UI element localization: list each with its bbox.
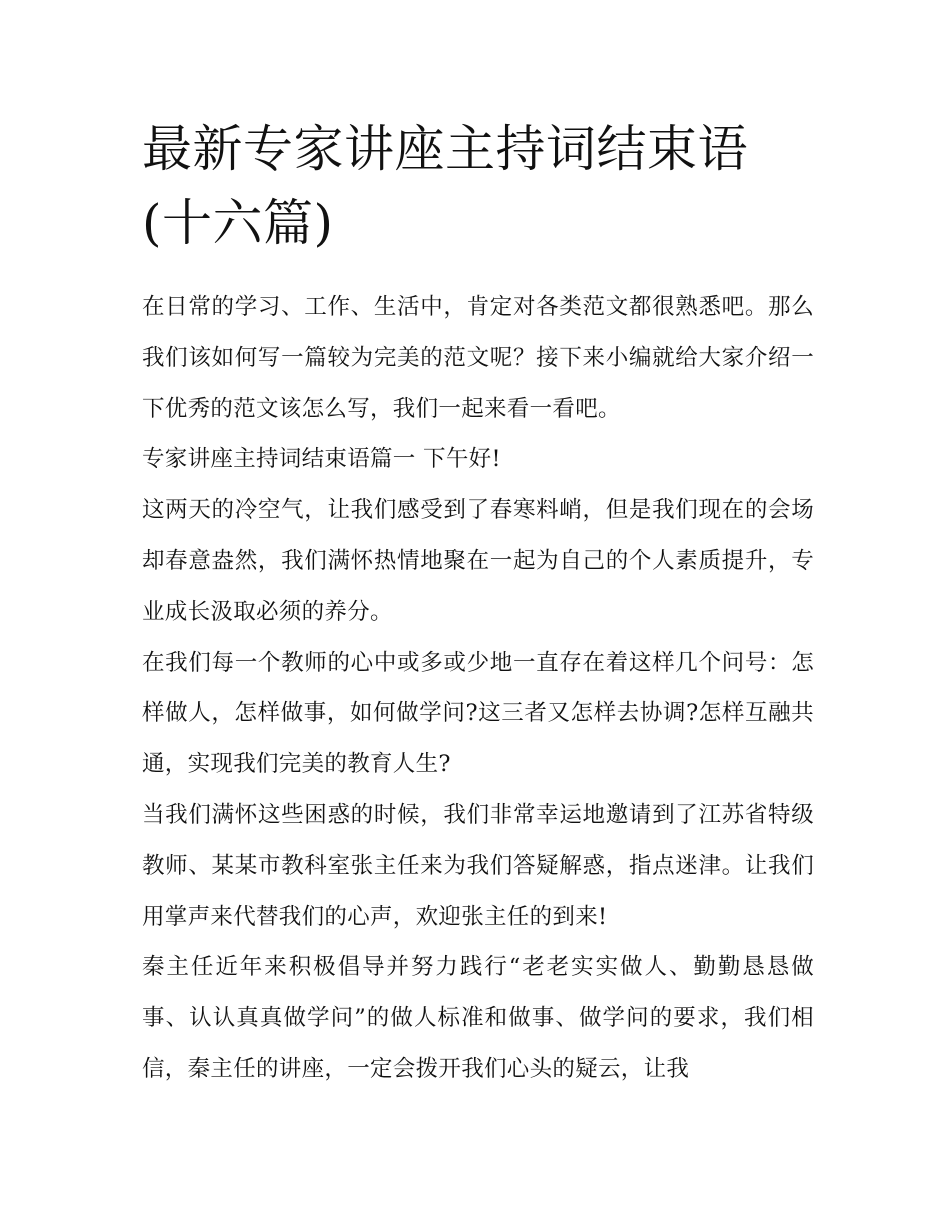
paragraph-director: 秦主任近年来积极倡导并努力践行“老老实实做人、勤勤恳恳做事、认认真真做学问”的做人标准和做事、做学问的要求，我们相信，秦主任的讲座，一定会拨开我们心头的疑云，让我 bbox=[142, 954, 814, 1082]
paragraph-invitation: 当我们满怀这些困惑的时候，我们非常幸运地邀请到了江苏省特级教师、某某市教科室张主任来为我们答疑解惑，指点迷津。让我们用掌声来代替我们的心声，欢迎张主任的到来! bbox=[142, 801, 814, 930]
document-body bbox=[142, 282, 814, 1095]
paragraph-questions: 在我们每一个教师的心中或多或少地一直存在着这样几个问号：怎样做人，怎样做事，如何做学问?这三者又怎样去协调?怎样互融共通，实现我们完美的教育人生? bbox=[142, 649, 814, 778]
document-page bbox=[142, 112, 814, 1095]
document-title: 最新专家讲座主持词结束语(十六篇) bbox=[142, 120, 748, 252]
paragraph-intro: 在日常的学习、工作、生活中，肯定对各类范文都很熟悉吧。那么我们该如何写一篇较为完美的范文呢？接下来小编就给大家介绍一下优秀的范文该怎么写，我们一起来看一看吧。 bbox=[142, 294, 814, 422]
paragraph-section-heading: 专家讲座主持词结束语篇一 下午好! bbox=[142, 446, 501, 473]
paragraph-weather: 这两天的冷空气，让我们感受到了春寒料峭，但是我们现在的会场却春意盎然，我们满怀热情地聚在一起为自己的个人素质提升，专业成长汲取必须的养分。 bbox=[142, 497, 814, 625]
